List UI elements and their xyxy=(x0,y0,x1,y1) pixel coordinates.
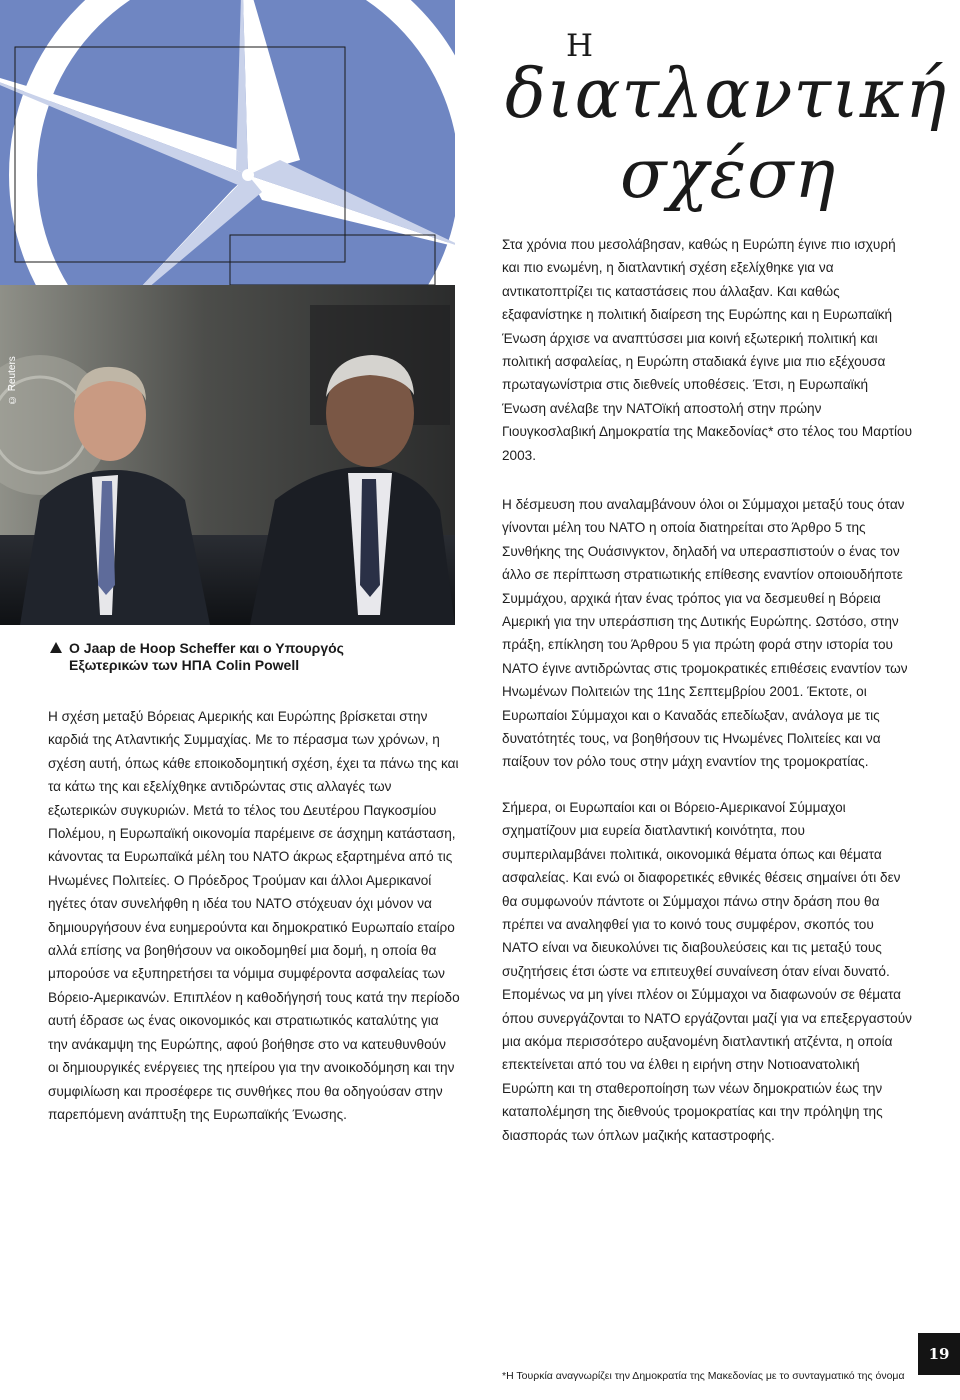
right-column xyxy=(502,493,912,1147)
nato-star-graphic xyxy=(0,0,455,285)
triangle-up-icon xyxy=(50,642,62,653)
right-paragraph-1: Η δέσμευση που αναλαμβάνουν όλοι οι Σύμμαχοι μεταξύ τους όταν γίνονται μέλη του ΝΑΤΟ η οποία διατηρείται στο Άρθρο 5 της Συνθήκης της Ουάσινγκτον, δηλαδή να υπερασπιστούν ο ένας τον άλλο σε περίπτωση στρατιωτικής επίθεσης εναντίον οποιουδήποτε Συμμάχου, αρχικά ήταν ένας τρόπος για να δεσμευθεί η Βόρεια Αμερική για την υπεράσπιση της Δυτικής Ευρώπης. Ωστόσο, στην πράξη, επίκληση του Άρθρου 5 για πρώτη φορά στην ιστορία του ΝΑΤΟ έγινε αντιδρώντας στις τρομοκρατικές επιθέσεις εναντίον των Ηνωμένων Πολιτειών της 11ης Σεπτεμβρίου 2001. Έκτοτε, οι Ευρωπαίοι Σύμμαχοι και ο Καναδάς επεδίωξαν, ανάλογα με τις δυνατότητές τους, να βοηθήσουν τις Ηνωμένες Πολιτείες και να παίξουν τον ρόλο τους στην μάχη εναντίον της τρομοκρατίας. xyxy=(502,497,908,770)
left-column xyxy=(48,705,460,1126)
footnote: *Η Τουρκία αναγνωρίζει την Δημοκρατία της Μακεδονίας με το συνταγματικό της όνομα xyxy=(502,1370,905,1382)
right-paragraph-2: Σήμερα, οι Ευρωπαίοι και οι Βόρειο-Αμερικανοί Σύμμαχοι σχηματίζουν μια ευρεία διατλαντική κοινότητα, που συμπεριλαμβάνει πολιτικά, οικονομικά θέματα όπως και θέματα ασφαλείας. Και ενώ οι διαφορετικές εθνικές θέσεις σημαίνει ότι δεν θα συμφωνούν πάντοτε οι Σύμμαχοι πάνω στην δράση που θα πρέπει να αναληφθεί για το κοινό τους συμφέρον, σκοπός του ΝΑΤΟ είναι να διευκολύνει τις διαβουλεύσεις και τις μεταξύ τους συζητήσεις έτσι ώστε να επιτευχθεί συναίνεση όταν είναι δυνατό. Επομένως να μη γίνει πλέον οι Σύμμαχοι να διαφωνούν σε θέματα όπου συνεργάζονται το ΝΑΤΟ εργάζονται μαζί για να επεξεργαστούν μια ακόμα περισσότερο αυξανομένη διατλαντική ατζέντα, η οποία επεκτείνεται από του να έλθει η ειρήνη στην Νοτιοανατολική Ευρώπη και τη σταθεροποίηση των νέων δημοκρατιών έως την καταπολέμηση της διεθνούς τρομοκρατίας και την πρόληψη της διασποράς των όπλων μαζικής καταστροφής. xyxy=(502,799,912,1143)
page-title: διατλαντική xyxy=(505,55,948,134)
left-paragraph: Η σχέση μεταξύ Βόρειας Αμερικής και Ευρώπης βρίσκεται στην καρδιά της Ατλαντικής Συμμαχίας. Με το πέρασμα των χρόνων, η σχέση αυτή, όπως κάθε εποικοδομητική σχέση, έχει τα πάνω της και τα κάτω της και εξελίχθηκε αντιδρώντας στις αλλαγές των εξωτερικών συγκυριών. Μετά το τέλος του Δευτέρου Παγκοσμίου Πολέμου, η Ευρωπαϊκή οικονομία παρέμεινε σε άσχημη κατάσταση, κάνοντας τα Ευρωπαϊκά μέλη του ΝΑΤΟ άκρως εξαρτημένα από τις Ηνωμένες Πολιτείες. Ο Πρόεδρος Τρούμαν και άλλοι Αμερικανοί ηγέτες όταν συνελήφθη η ιδέα του ΝΑΤΟ στόχευαν όχι μόνον να δημιουργήσουν ένα ευημερούντα και δημοκρατικό Ευρωπαίο εταίρο αλλά επίσης να βοηθήσουν να οικοδομηθεί μια δομή, η οποία θα μπορούσε να εξυπηρετήσει τα νόμιμα συμφέροντα ασφαλείας των Βόρειο-Αμερικανών. Επιπλέον η καθοδήγησή τους κατά την περίοδο αυτή έδρασε ως ένας οικονομικός και στρατιωτικός καταλύτης για την ανάκαμψη της Ευρώπης, αφού βοήθησε στο να κατευθυνθούν οι δημιουργικές ενέργειες της ηπείρου για την ανοικοδόμηση και την συμφιλίωση και προσέφερε τις συνθήκες που θα οδηγούσαν στην παρεπόμενη ανάπτυξη της Ευρωπαϊκής Ένωσης. xyxy=(48,709,460,1122)
photo-caption xyxy=(52,640,422,674)
intro-text: Στα χρόνια που μεσολάβησαν, καθώς η Ευρώπη έγινε πιο ισχυρή και πιο ενωμένη, η διατλαντική σχέση εξελίχθηκε για να αντικατοπτρίζει τις καταστάσεις που άλλαξαν. Και καθώς εξαφανίστηκε η πολιτική διαίρεση της Ευρώπης και η Ευρωπαϊκή Ένωση άρχισε να αναπτύσσει μια κοινή εξωτερική πολιτική και πολιτική ασφαλείας, η Ευρώπη σταδιακά έγινε μια πιο εξέχουσα πρωταγωνίστρια στις διεθνείς υποθέσεις. Έτσι, η Ευρωπαϊκή Ένωση ανέλαβε την ΝΑΤΟϊκή αποστολή στην πρώην Γιουγκοσλαβική Δημοκρατία της Μακεδονίας* στο τέλος του Μαρτίου 2003. xyxy=(502,237,913,463)
page-number: 19 xyxy=(918,1333,960,1375)
photo-scheffer-powell xyxy=(0,285,455,625)
intro-paragraph xyxy=(502,233,912,467)
title-article: Η xyxy=(566,28,594,64)
caption-text: Ο Jaap de Hoop Scheffer και ο Υπουργός Εξωτερικών των ΗΠΑ Colin Powell xyxy=(69,640,344,673)
photo-credit: © Reuters xyxy=(7,356,18,405)
page-title-line2: σχέση xyxy=(620,135,837,214)
